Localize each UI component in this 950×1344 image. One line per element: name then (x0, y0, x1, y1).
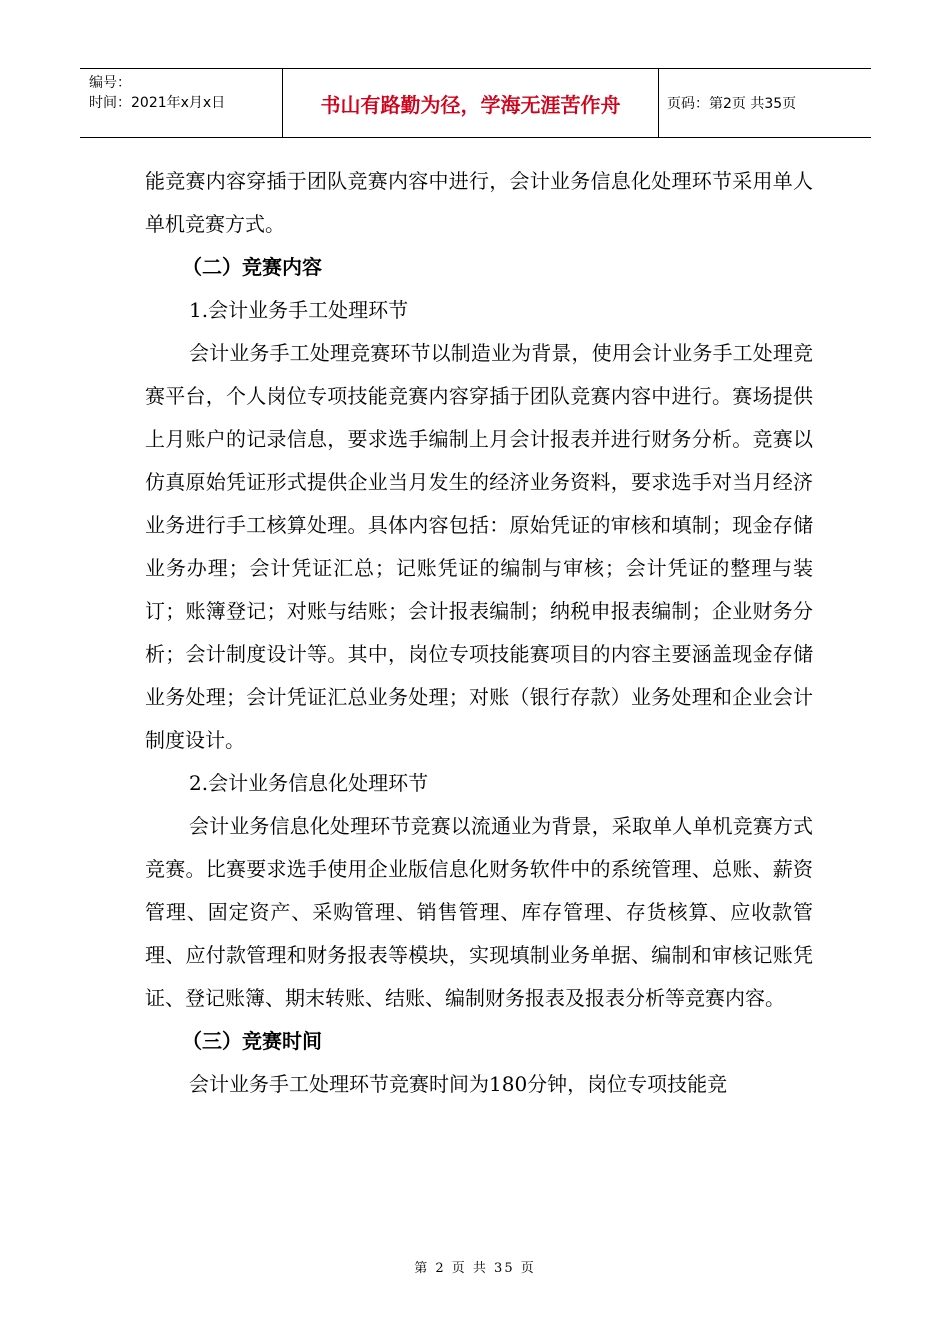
page-footer: 第 2 页 共 35 页 (414, 1261, 536, 1276)
paragraph-competition-time: 会计业务手工处理环节竞赛时间为180分钟，岗位专项技能竞 (189, 1072, 728, 1096)
paragraph-manual-processing: 会计业务手工处理竞赛环节以制造业为背景，使用会计业务手工处理竞赛平台，个人岗位专项技能竞赛内容穿插于团队竞赛内容中进行。赛场提供上月账户的记录信息，要求选手编制上月会计报表并进行财务分析。竞赛以仿真原始凭证形式提供企业当月发生的经济业务资料，要求选手对当月经济业务进行手工核算处理。具体内容包括：原始凭证的审核和填制；现金存储业务办理；会计凭证汇总；记账凭证的编制与审核；会计凭证的整理与装订；账簿登记；对账与结账；会计报表编制；纳税申报表编制；企业财务分析；会计制度设计等。其中，岗位专项技能赛项目的内容主要涵盖现金存储业务处理；会计凭证汇总业务处理；对账（银行存款）业务处理和企业会计制度设计。 (145, 341, 813, 752)
paragraph-continued: 能竞赛内容穿插于团队竞赛内容中进行，会计业务信息化处理环节采用单人单机竞赛方式。 (145, 169, 813, 236)
page-header (80, 68, 871, 138)
subheading-manual-processing: 1.会计业务手工处理环节 (189, 298, 409, 322)
header-page-number: 页码：第2页 共35页 (667, 96, 797, 112)
document-body (145, 160, 813, 1106)
document-date: 时间：2021年x月x日 (89, 95, 226, 111)
header-meta (80, 69, 283, 137)
section-heading-competition-time: （三）竞赛时间 (182, 1029, 322, 1053)
document-number: 编号： (89, 75, 131, 91)
section-heading-competition-content: （二）竞赛内容 (182, 255, 322, 279)
subheading-it-processing: 2.会计业务信息化处理环节 (189, 771, 429, 795)
header-motto: 书山有路勤为径，学海无涯苦作舟 (283, 69, 659, 137)
paragraph-it-processing: 会计业务信息化处理环节竞赛以流通业为背景，采取单人单机竞赛方式竞赛。比赛要求选手使用企业版信息化财务软件中的系统管理、总账、薪资管理、固定资产、采购管理、销售管理、库存管理、存货核算、应收款管理、应付款管理和财务报表等模块，实现填制业务单据、编制和审核记账凭证、登记账簿、期末转账、结账、编制财务报表及报表分析等竞赛内容。 (145, 814, 813, 1010)
